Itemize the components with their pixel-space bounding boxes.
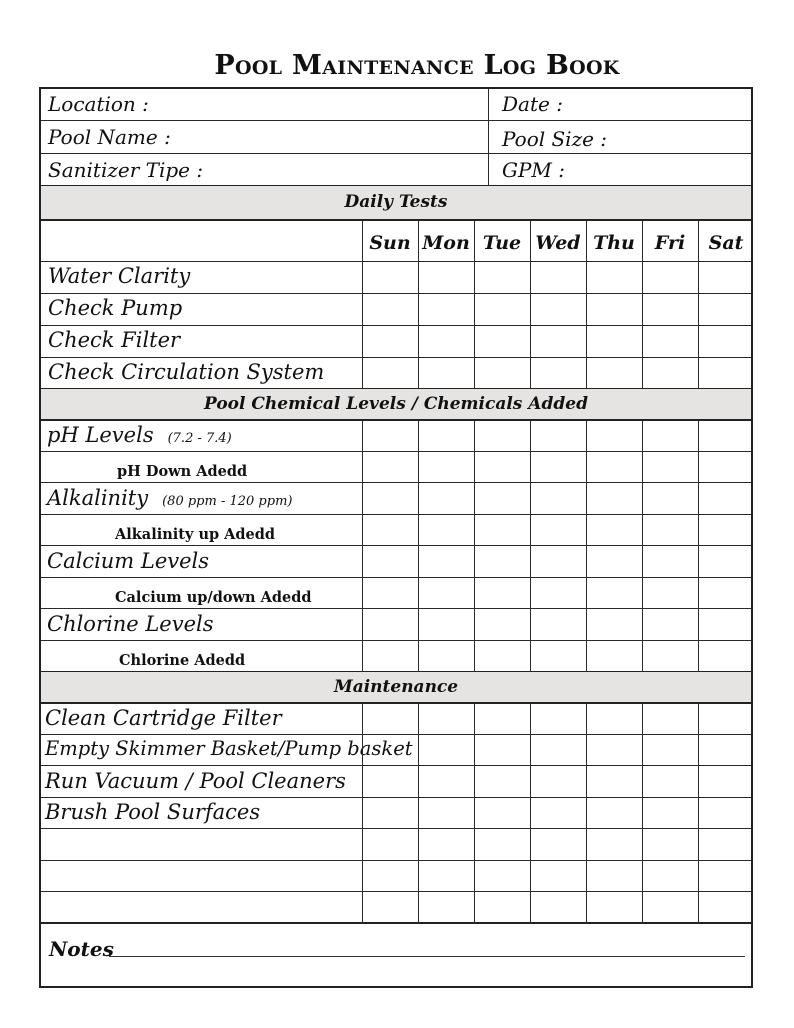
pool-size-field-label: Pool Size :	[502, 127, 608, 151]
divider	[41, 261, 751, 262]
divider	[41, 153, 751, 154]
daily-tests-heading: Daily Tests	[41, 186, 751, 219]
chemical-added-label: Calcium up/down Adedd	[115, 589, 312, 606]
chemical-added-label: pH Down Adedd	[117, 463, 248, 480]
gpm-field-label: GPM :	[502, 158, 566, 182]
divider	[41, 482, 751, 483]
day-header: Wed	[535, 232, 581, 254]
maintenance-heading: Maintenance	[41, 672, 751, 702]
grid-line	[586, 420, 587, 672]
divider	[41, 577, 751, 578]
day-header: Fri	[654, 232, 686, 254]
divider	[41, 608, 751, 609]
divider	[41, 514, 751, 515]
day-header: Sat	[708, 232, 744, 254]
divider	[41, 219, 751, 221]
day-header: Thu	[593, 232, 635, 254]
maintenance-label: Clean Cartridge Filter	[45, 706, 282, 730]
grid-line	[418, 220, 419, 389]
divider	[41, 702, 751, 704]
grid-line	[586, 220, 587, 389]
divider	[41, 451, 751, 452]
chemical-name: Calcium Levels	[47, 549, 210, 573]
chemical-label	[47, 486, 292, 510]
daily-test-label: Check Filter	[48, 328, 181, 352]
divider	[41, 922, 751, 924]
divider	[41, 860, 751, 861]
chemical-label	[47, 423, 232, 447]
chemical-label	[47, 612, 214, 636]
day-header: Mon	[422, 232, 470, 254]
pool-name-field-label: Pool Name :	[48, 125, 171, 149]
divider	[41, 293, 751, 294]
grid-line	[530, 703, 531, 923]
divider	[41, 120, 751, 121]
grid-line	[530, 220, 531, 389]
grid-line	[418, 420, 419, 672]
divider	[488, 89, 489, 186]
daily-test-label: Water Clarity	[48, 264, 191, 288]
divider	[41, 797, 751, 798]
chemical-range: (80 ppm - 120 ppm)	[162, 494, 293, 509]
chemical-label	[47, 549, 209, 573]
maintenance-label: Run Vacuum / Pool Cleaners	[45, 769, 346, 793]
grid-line	[530, 420, 531, 672]
grid-line	[642, 220, 643, 389]
daily-test-label: Check Circulation System	[48, 360, 325, 384]
grid-line	[362, 220, 363, 389]
chemical-range: (7.2 - 7.4)	[167, 431, 232, 446]
divider	[41, 325, 751, 326]
divider	[41, 357, 751, 358]
divider	[41, 828, 751, 829]
divider	[41, 734, 751, 735]
grid-line	[698, 220, 699, 389]
grid-line	[418, 703, 419, 923]
chemical-name: Alkalinity	[47, 486, 149, 510]
notes-line[interactable]	[109, 956, 745, 957]
page-title: Pool Maintenance Log Book	[214, 50, 620, 81]
divider	[41, 891, 751, 892]
maintenance-label: Brush Pool Surfaces	[45, 800, 261, 824]
maintenance-label: Empty Skimmer Basket/Pump basket	[45, 737, 413, 760]
chemical-name: pH Levels	[47, 423, 154, 447]
chemical-added-label: Alkalinity up Adedd	[115, 526, 276, 543]
chemical-added-label: Chlorine Adedd	[119, 652, 246, 669]
grid-line	[474, 420, 475, 672]
day-header: Tue	[482, 232, 522, 254]
divider	[41, 419, 751, 421]
chemicals-heading: Pool Chemical Levels / Chemicals Added	[41, 389, 751, 419]
daily-test-label: Check Pump	[48, 296, 183, 320]
day-header: Sun	[369, 232, 411, 254]
date-field-label: Date :	[502, 92, 563, 116]
divider	[41, 545, 751, 546]
log-sheet	[39, 87, 753, 988]
grid-line	[642, 420, 643, 672]
divider	[41, 640, 751, 641]
grid-line	[362, 420, 363, 672]
grid-line	[586, 703, 587, 923]
chemical-name: Chlorine Levels	[47, 612, 214, 636]
sanitizer-type-field-label: Sanitizer Tipe :	[48, 158, 204, 182]
grid-line	[474, 220, 475, 389]
notes-label: Notes	[49, 937, 114, 961]
grid-line	[642, 703, 643, 923]
location-field-label: Location :	[48, 92, 149, 116]
divider	[41, 765, 751, 766]
grid-line	[362, 703, 363, 923]
grid-line	[474, 703, 475, 923]
grid-line	[698, 420, 699, 672]
grid-line	[698, 703, 699, 923]
